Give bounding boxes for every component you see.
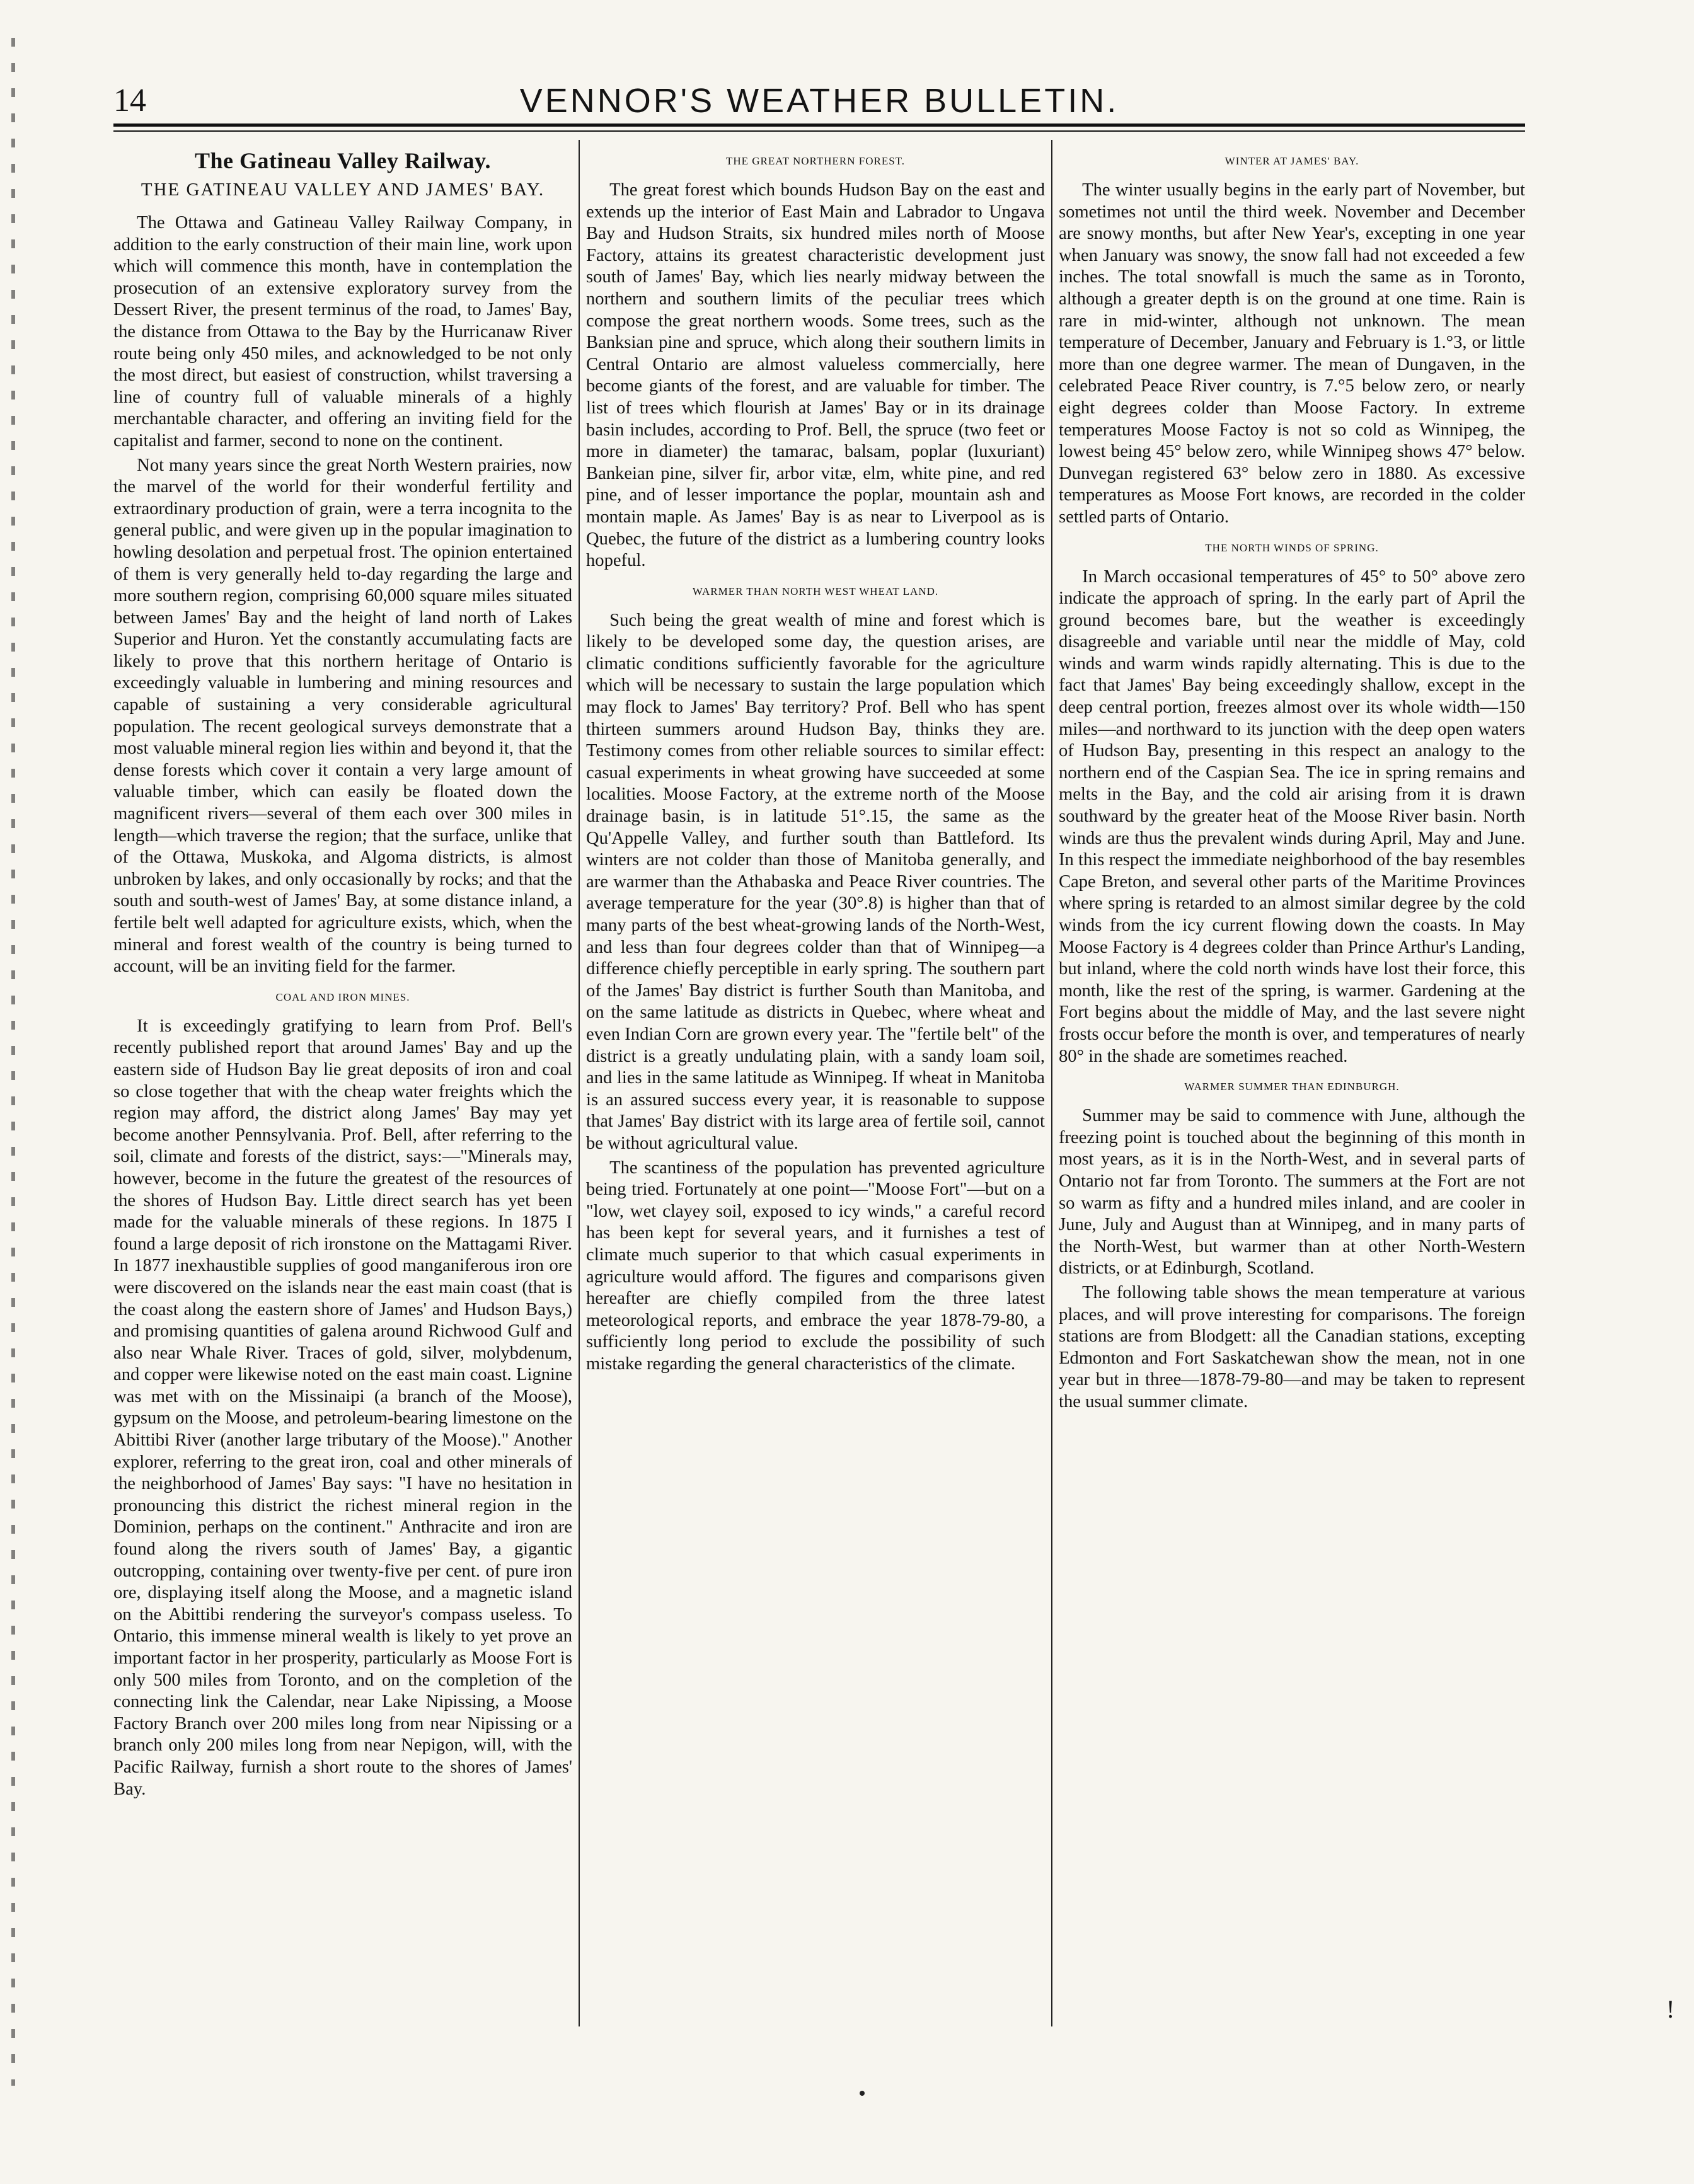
column-1: [113, 142, 572, 2026]
column-divider: [579, 140, 580, 2026]
section-heading: COAL AND IRON MINES.: [275, 991, 410, 1003]
section-heading: WARMER THAN NORTH WEST WHEAT LAND.: [692, 585, 939, 597]
header-rule-thick: [113, 124, 1525, 127]
paragraph: The Ottawa and Gatineau Valley Railway Company, in addition to the early construction of their main line, work upon which will commence this month, have in contemplation the prosecution of an extensive exploratory survey from the Dessert River, the present terminus of the road, to James' Bay, the distance from Ottawa to the Bay by the Hurricanaw River route being only 450 miles, and acknowledged to be not only the most direct, but easiest of construction, whilst traversing a line of country full of valuable minerals of a highly merchantable character, and offering an inviting field for the capitalist and farmer, second to none on the continent.: [113, 213, 572, 451]
column-2: [586, 142, 1045, 2026]
paragraph: The scantiness of the population has prevented agriculture being tried. Fortunately at one point—"Moose Fort"—but on a "low, wet clayey soil, exposed to icy winds," a careful record has been kept for several years, and it furnishes a test of climate much superior to that which casual experiments in agriculture would afford. The figures and comparisons given hereafter are chiefly compiled from the three latest meteorological reports, and embrace the year 1878-79-80, a sufficiently long period to exclude the possibility of such mistake regarding the general characteristics of the climate.: [586, 1158, 1045, 1374]
header-rule-thin: [113, 130, 1525, 132]
paragraph: Such being the great wealth of mine and forest which is likely to be developed some day, the question arises, are climatic conditions sufficiently favorable for the agriculture which will be necessary to sustain the large population which may flock to James' Bay territory? Prof. Bell who has spent thirteen summers around Hudson Bay, thinks they are. Testimony comes from other reliable sources to similar effect: casual experiments in wheat growing have succeeded at some localities. Moose Factory, at the extreme north of the Moose drainage basin, is in latitude 51°.15, the same as the Qu'Appelle Valley, and further south than Battleford. Its winters are not colder than those of Manitoba generally, and are warmer than the Athabaska and Peace River countries. The average temperature for the year (30°.8) is higher than that of many parts of the best wheat-growing lands of the North-West, and less than four degrees colder than that of Winnipeg—a difference chiefly perceptible in early spring. The southern part of the James' Bay district is further South than Manitoba, and on the same latitude as districts in Quebec, where wheat and even Indian Corn are grown every year. The "fertile belt" of the district is a greatly undulating plain, with a sandy loam soil, and lies in the same latitude as Winnipeg. If wheat in Manitoba is an assured success every year, it is reasonable to suppose that James' Bay district with its large area of fertile soil, cannot be without agricultural value.: [586, 610, 1045, 1153]
column-divider: [1051, 140, 1052, 2026]
paragraph: In March occasional temperatures of 45° to 50° above zero indicate the approach of spring. In the early part of April the ground becomes bare, but the weather is exceedingly disagreeble and variable until near the middle of May, cold winds and warm winds rapidly alternating. This is due to the fact that James' Bay being exceedingly shallow, except in the deep central portion, freezes almost over its whole width—150 miles—and northward to its junction with the deep open waters of Hudson Bay, presenting in this respect an analogy to the northern end of the Caspian Sea. The ice in spring remains and melts in the Bay, and the cold air arising from it is drawn southward by the greater heat of the Moose River basin. North winds are thus the prevalent winds during April, May and June. In this respect the immediate neighborhood of the bay resembles Cape Breton, and several other parts of the Maritime Provinces where spring is retarded to an almost similar degree by the cold winds from the icy current flowing down the coasts. In May Moose Factory is 4 degrees colder than Prince Arthur's Landing, but inland, where the cold north winds have lost their force, this month, like the rest of the spring, is warmer. Gardening at the Fort begins about the middle of May, and the last severe night frosts occur before the month is over, and temperatures of nearly 80° in the shade are sometimes reached.: [1059, 566, 1525, 1066]
paragraph: Not many years since the great North Western prairies, now the marvel of the world for their wonderful fertility and extraordinary production of grain, were a terra incognita to the general public, and were given up in the popular imagination to howling desolation and perpetual frost. The opinion entertained of them is very generally held to-day regarding the large and more southern region, comprising 60,000 square miles situated between James' Bay and the height of land north of Lakes Superior and Huron. Yet the constantly accumulating facts are likely to prove that this northern heritage of Ontario is exceedingly valuable in lumbering and mining resources and capable of sustaining a very considerable agricultural population. The recent geological surveys demonstrate that a most valuable mineral region lies within and beyond it, that the dense forests which cover it contain a very large amount of valuable timber, which can easily be floated down the magnificent rivers—several of them each over 300 miles in length—which traverse the region; that the surface, unlike that of the Ottawa, Muskoka, and Algoma districts, is almost unbroken by lakes, and only occasionally by rocks; and that the south and south-west of James' Bay, at some distance inland, a fertile belt well adapted for agriculture exists, which, when the mineral and forest wealth of the country is being turned to account, will be an inviting field for the farmer.: [113, 455, 572, 977]
article-subtitle: THE GATINEAU VALLEY AND JAMES' BAY.: [141, 180, 545, 200]
page-dot: [860, 2091, 865, 2096]
margin-mark: !: [1666, 1995, 1675, 2023]
section-heading: WARMER SUMMER THAN EDINBURGH.: [1184, 1081, 1400, 1093]
page-header: [113, 76, 1525, 126]
scan-edge: [11, 38, 15, 2086]
page-number: 14: [113, 83, 146, 118]
section-heading: WINTER AT JAMES' BAY.: [1224, 155, 1359, 167]
paragraph: Summer may be said to commence with June, although the freezing point is touched about the beginning of this month in most years, as it is in the North-West, and in several parts of Ontario not far from Toronto. The summers at the Fort are not so warm as fifty and a hundred miles inland, and are cooler in June, July and August than at Winnipeg, and in many parts of the North-West, but warmer than at other North-Western districts, or at Edinburgh, Scotland.: [1059, 1106, 1525, 1279]
section-heading: THE NORTH WINDS OF SPRING.: [1205, 541, 1379, 554]
column-3: [1059, 142, 1525, 2026]
section-heading: THE GREAT NORTHERN FOREST.: [725, 155, 906, 167]
paragraph: The winter usually begins in the early part of November, but sometimes not until the third week. November and December are snowy months, but after New Year's, excepting in one year when January was snowy, the snow fall had not exceeded a few inches. The total snowfall is much the same as in Toronto, although a greater depth is on the ground at one time. Rain is rare in mid-winter, although not unknown. The mean temperature of December, January and February is 1.°3, or little more than one degree warmer. The mean of Dungaven, in the celebrated Peace River country, is 7.°5 below zero, or nearly eight degrees colder than Moose Factory. In extreme temperatures Moose Factoy is not so cold as Winnipeg, the lowest being 45° below zero, while Winnipeg shows 47° below. Dunvegan registered 63° below zero in 1880. As excessive temperatures as Moose Fort knows, are recorded in the colder settled parts of Ontario.: [1059, 180, 1525, 527]
publication-title: VENNOR'S WEATHER BULLETIN.: [519, 82, 1119, 120]
paragraph: The following table shows the mean temperature at various places, and will prove interesting for comparisons. The foreign stations are from Blodgett: all the Canadian stations, excepting Edmonton and Fort Saskatchewan show the mean, not in one year but in three—1878-79-80—and may be taken to represent the usual summer climate.: [1059, 1282, 1525, 1411]
article-title: The Gatineau Valley Railway.: [194, 148, 492, 173]
paragraph: The great forest which bounds Hudson Bay on the east and extends up the interior of East Main and Labrador to Ungava Bay and Hudson Straits, six hundred miles north of Moose Factory, attains its greatest characteristic development just south of James' Bay, which lies nearly midway between the northern and southern limits of the peculiar trees which compose the great northern woods. Some trees, such as the Banksian pine and spruce, which along their southern limits in Central Ontario are almost valueless commercially, here become giants of the forest, and are valuable for timber. The list of trees which flourish at James' Bay or in its drainage basin includes, according to Prof. Bell, the spruce (two feet or more in diameter) the tamarac, balsam, poplar (luxuriant) Bankeian pine, silver fir, arbor vitæ, elm, white pine, and red pine, and of lesser importance the poplar, mountain ash and montain maple. As James' Bay is as near to Liverpool as is Quebec, the future of the district as a lumbering country looks hopeful.: [586, 180, 1045, 571]
paragraph: It is exceedingly gratifying to learn from Prof. Bell's recently published report that around James' Bay and up the eastern side of Hudson Bay lie great deposits of iron and coal so close together that with the cheap water freights which the region may afford, the district along James' Bay may yet become another Pennsylvania. Prof. Bell, after referring to the soil, climate and forests of the district, says:—"Minerals may, however, become in the future the greatest of the resources of the shores of Hudson Bay. Little direct search has yet been made for the valuable minerals of these regions. In 1875 I found a large deposit of rich ironstone on the Mattagami River. In 1877 inexhaustible supplies of good manganiferous iron ore were discovered on the islands near the east main coast (that is the coast along the eastern shore of James' and Hudson Bays,) and promising quantities of galena around Richwood Gulf and also near Whale River. Traces of gold, silver, molybdenum, and copper were likewise noted on the east main coast. Lignine was met with on the Missinaipi (a branch of the Moose), gypsum on the Moose, and petroleum-bearing limestone on the Abittibi River (another large tributary of the Moose)." Another explorer, referring to the great iron, coal and other minerals of the neighborhood of James' Bay says: "I have no hesitation in pronouncing this district the richest mineral region in the Dominion, perhaps on the continent." Anthracite and iron are found along the rivers south of James' Bay, a gigantic outcropping, containing over twenty-five per cent. of pure iron ore, displaying itself along the Moose, and a magnetic island on the Abittibi rendering the surveyor's compass useless. To Ontario, this immense mineral wealth is likely to yet prove an important factor in her prosperity, particularly as Moose Fort is only 500 miles from Toronto, and on the completion of the connecting link the Calendar, near Lake Nipissing, a Moose Factory Branch over 200 miles long from near Nipissing or a branch only 200 miles long from near Nepigon, will, with the Pacific Railway, furnish a short route to the shores of James' Bay.: [113, 1016, 572, 1799]
